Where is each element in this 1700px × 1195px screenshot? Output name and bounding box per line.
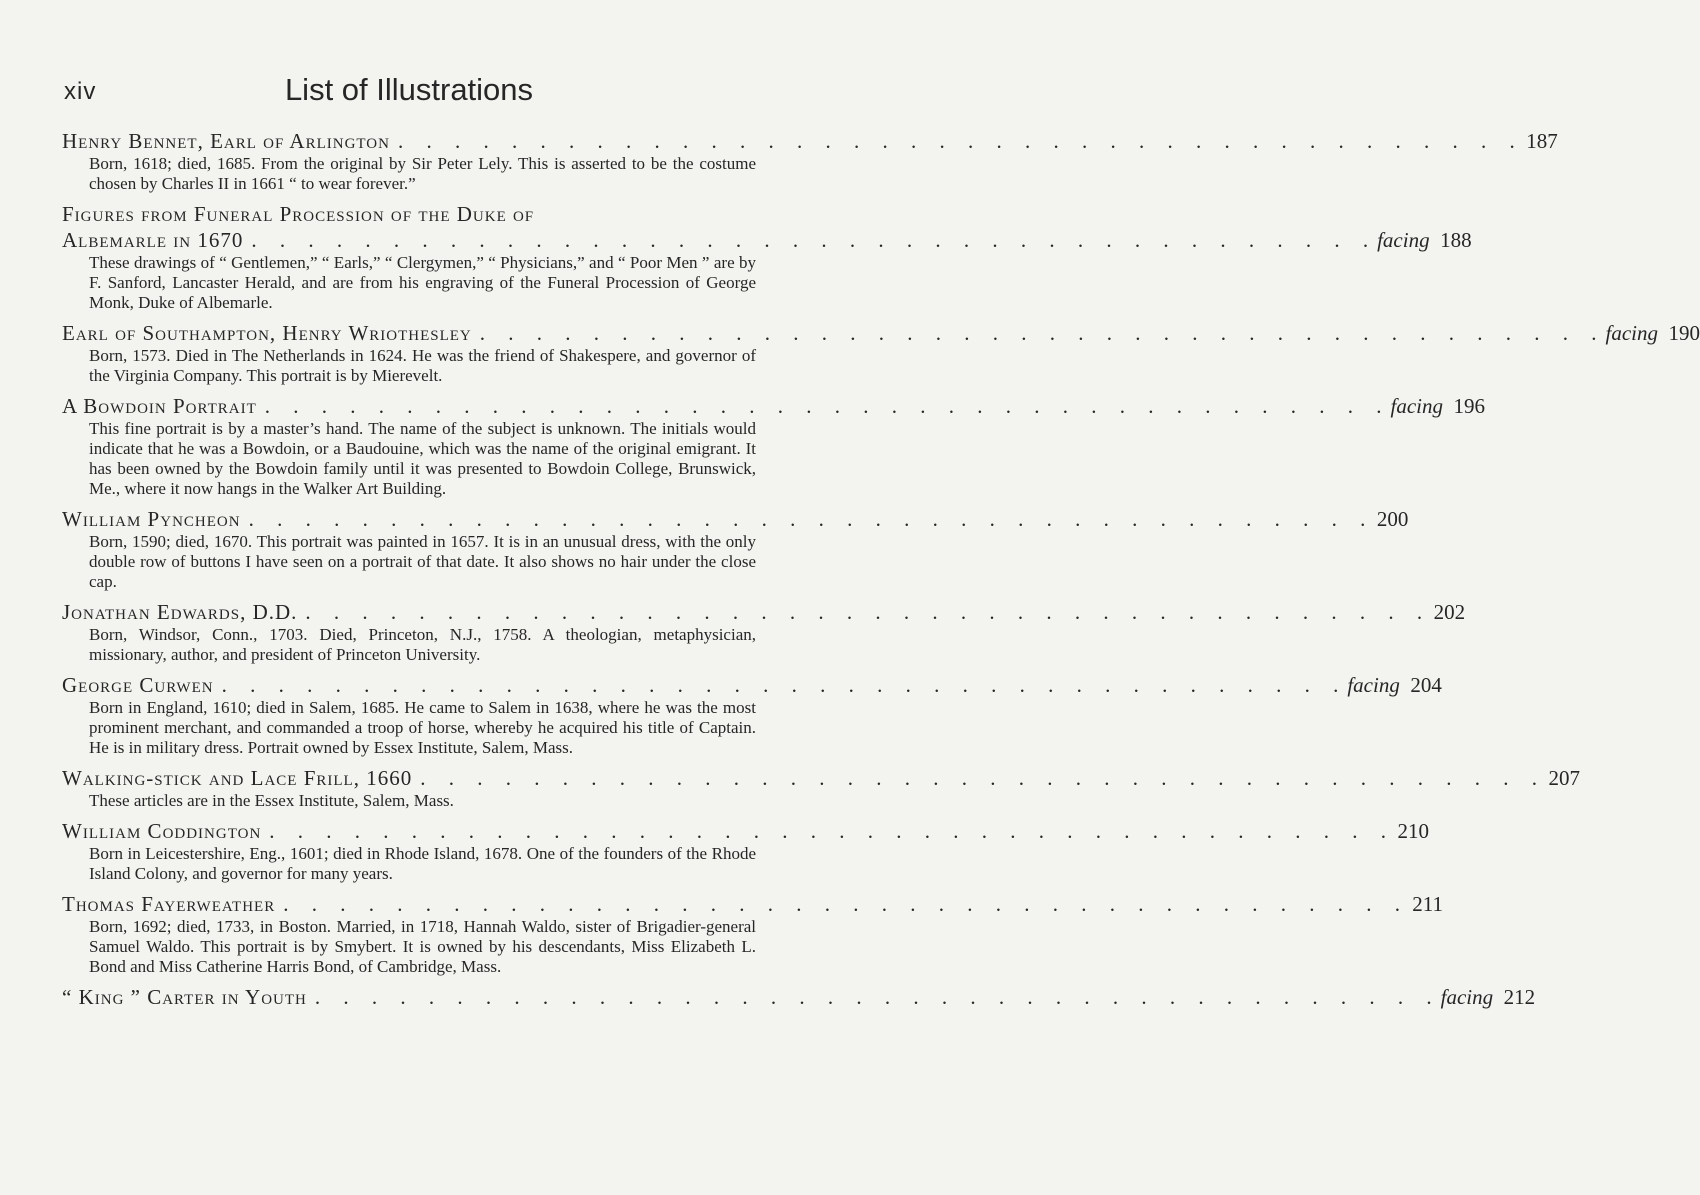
entry-title-first-line: Figures from Funeral Procession of the Duke of <box>62 202 535 226</box>
entry-description: Born, 1573. Died in The Netherlands in 1624. He was the friend of Shakespere, and governor of the Virginia Company. This portrait is by Mierevelt. <box>89 346 756 385</box>
facing-label: facing <box>1440 985 1494 1009</box>
facing-label: facing <box>1390 394 1444 418</box>
entry-title-line <box>62 320 1700 346</box>
entry-description: Born, 1692; died, 1733, in Boston. Married, in 1718, Hannah Waldo, sister of Brigadier-general Samuel Waldo. This portrait is by Smybert. It is owned by his descendants, Miss Elizabeth L. Bond and Miss Catherine Harris Bond, of Cambridge, Mass. <box>89 917 756 976</box>
page-header <box>64 72 754 112</box>
entry-description: This fine portrait is by a master’s hand. The name of the subject is unknown. The initials would indicate that he was a Bowdoin, or a Baudouine, which was the name of the original emigrant. It has been owned by the Bowdoin family until it was presented to Bowdoin College, Brunswick, Me., where it now hangs in the Walker Art Building. <box>89 419 756 498</box>
dot-leader: . . . . . . . . . . . . . . . . . . . . . . . . . . . . . . . . . . . . . . . . <box>269 819 1396 843</box>
list-item <box>62 320 1700 386</box>
entry-description: These articles are in the Essex Institute, Salem, Mass. <box>89 791 454 810</box>
page-reference: 204 <box>1410 673 1442 697</box>
dot-leader: . . . . . . . . . . . . . . . . . . . . . . . . . . . . . . . . . . . . . . . . <box>283 892 1409 916</box>
facing-label: facing <box>1605 321 1659 345</box>
dot-leader: . . . . . . . . . . . . . . . . . . . . . . . . . . . . . . . . . . . . . . . . <box>248 507 1375 531</box>
entry-title-line <box>62 128 1558 154</box>
entry-title: Albemarle in 1670 <box>62 228 244 252</box>
list-item <box>62 128 1558 194</box>
list-item <box>62 506 1409 592</box>
entry-title: William Pyncheon <box>62 507 241 531</box>
dot-leader: . . . . . . . . . . . . . . . . . . . . . . . . . . . . . . . . . . . . . . . . <box>264 394 1391 418</box>
entry-description: Born, Windsor, Conn., 1703. Died, Princeton, N.J., 1758. A theologian, metaphysician, missionary, author, and president of Princeton University. <box>89 625 756 664</box>
facing-label: facing <box>1347 673 1400 697</box>
dot-leader: . . . . . . . . . . . . . . . . . . . . . . . . . . . . . . . . . . . . . . . . <box>314 985 1441 1009</box>
entry-title-line <box>62 891 1443 917</box>
entry-title-line <box>62 506 1409 532</box>
list-item <box>62 984 1536 1010</box>
dot-leader: . . . . . . . . . . . . . . . . . . . . . . . . . . . . . . . . . . . . . . . . <box>420 766 1546 790</box>
entry-title-line <box>62 984 1536 1010</box>
entry-title: William Coddington <box>62 819 262 843</box>
page-reference: 202 <box>1433 600 1466 624</box>
entry-title-line <box>62 227 1472 253</box>
entry-description: Born in England, 1610; died in Salem, 1685. He came to Salem in 1638, where he was the most prominent merchant, and commanded a troop of horse, whereby he acquired his title of Captain. He is in military dress. Portrait owned by Essex Institute, Salem, Mass. <box>89 698 756 757</box>
entry-description: Born in Leicestershire, Eng., 1601; died in Rhode Island, 1678. One of the founders of the Rhode Island Colony, and governor for many years. <box>89 844 756 883</box>
entry-title: George Curwen <box>62 673 214 697</box>
dot-leader: . . . . . . . . . . . . . . . . . . . . . . . . . . . . . . . . . . . . . . . . <box>251 228 1378 252</box>
page-reference: 207 <box>1548 766 1580 790</box>
page-number: xiv <box>64 78 97 105</box>
list-item <box>62 201 1472 313</box>
entry-title-line <box>62 672 1442 698</box>
page-reference: 187 <box>1526 129 1558 153</box>
entry-title: Jonathan Edwards, D.D. <box>62 600 298 624</box>
list-item <box>62 818 1430 884</box>
entry-description: These drawings of “ Gentlemen,” “ Earls,” “ Clergymen,” “ Physicians,” and “ Poor Men ” are by F. Sanford, Lancaster Herald, and are from his engraving of the Funeral Procession of George Monk, Duke of Albemarle. <box>89 253 756 312</box>
entry-description: Born, 1618; died, 1685. From the original by Sir Peter Lely. This is asserted to be the costume chosen by Charles II in 1661 “ to wear forever.” <box>89 154 756 193</box>
dot-leader: . . . . . . . . . . . . . . . . . . . . . . . . . . . . . . . . . . . . . . . . <box>479 321 1606 345</box>
page-reference: 211 <box>1412 892 1443 916</box>
page-reference: 196 <box>1453 394 1486 418</box>
list-item <box>62 765 1580 811</box>
dot-leader: . . . . . . . . . . . . . . . . . . . . . . . . . . . . . . . . . . . . . . . . <box>305 600 1432 624</box>
entry-title: Earl of Southampton, Henry Wriothesley <box>62 321 472 345</box>
page-reference: 210 <box>1397 819 1430 843</box>
page-reference: 200 <box>1376 507 1409 531</box>
illustrations-list <box>62 128 1700 1017</box>
facing-label: facing <box>1377 228 1430 252</box>
entry-title: “ King ” Carter in Youth <box>62 985 307 1009</box>
list-item <box>62 393 1486 499</box>
entry-title: Walking-stick and Lace Frill, 1660 <box>62 766 413 790</box>
running-head: List of Illustrations <box>284 72 534 107</box>
entry-title-line <box>62 818 1430 844</box>
entry-title-line <box>62 393 1486 419</box>
entry-description: Born, 1590; died, 1670. This portrait was painted in 1657. It is in an unusual dress, with the only double row of buttons I have seen on a portrait of that date. It also shows no hair under the close cap. <box>89 532 756 591</box>
list-item <box>62 672 1442 758</box>
entry-title-line <box>62 765 1580 791</box>
entry-title: Thomas Fayerweather <box>62 892 276 916</box>
page-reference: 188 <box>1440 228 1472 252</box>
list-item <box>62 599 1466 665</box>
page-reference: 212 <box>1503 985 1536 1009</box>
entry-title-line <box>62 599 1466 625</box>
page-reference: 190 <box>1668 321 1700 345</box>
entry-title: Henry Bennet, Earl of Arlington <box>62 129 390 153</box>
dot-leader: . . . . . . . . . . . . . . . . . . . . . . . . . . . . . . . . . . . . . . . . <box>397 129 1524 153</box>
entry-title: A Bowdoin Portrait <box>62 394 257 418</box>
list-item <box>62 891 1443 977</box>
dot-leader: . . . . . . . . . . . . . . . . . . . . . . . . . . . . . . . . . . . . . . . . <box>221 673 1348 697</box>
